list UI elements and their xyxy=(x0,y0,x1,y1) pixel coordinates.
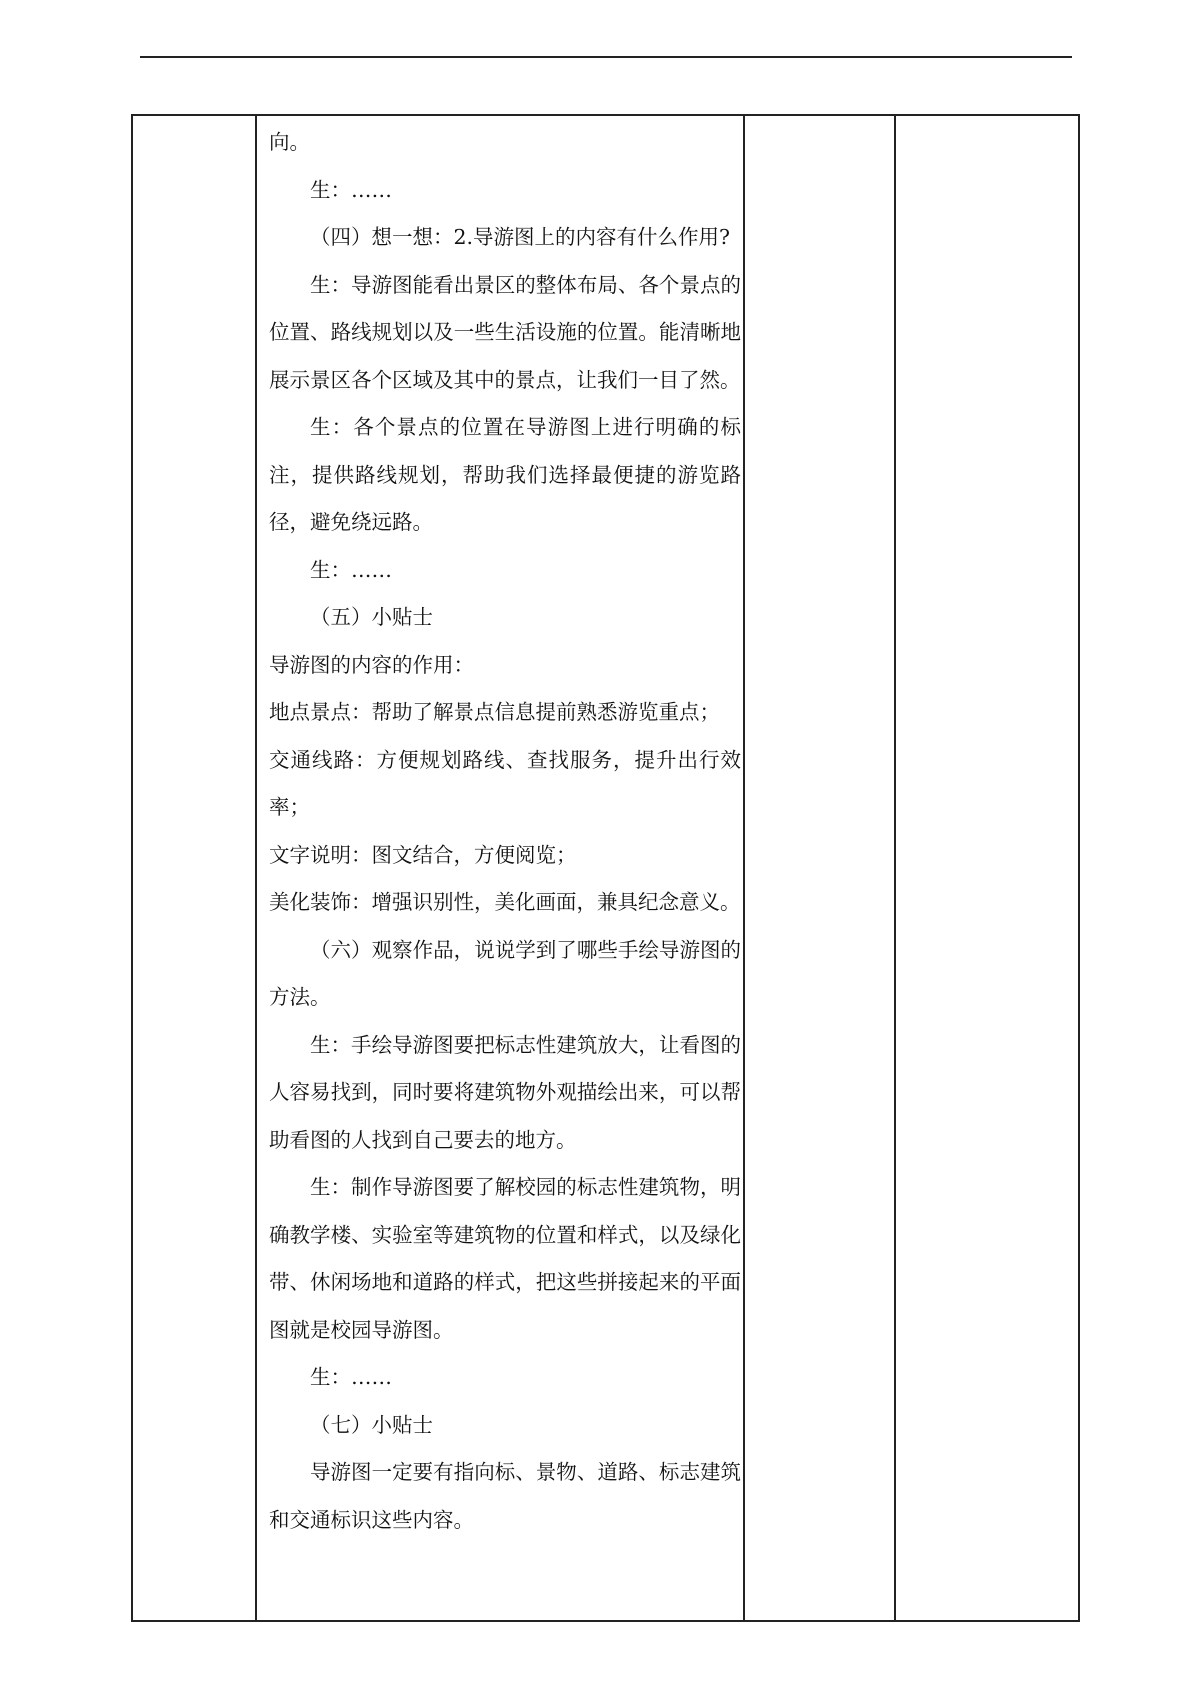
list-item: 交通线路：方便规划路线、查找服务，提升出行效率； xyxy=(269,747,741,819)
section-heading: （五）小贴士 xyxy=(310,605,433,629)
paragraph: 生：手绘导游图要把标志性建筑放大，让看图的人容易找到，同时要将建筑物外观描绘出来，可以帮助看图的人找到自己要去的地方。 xyxy=(269,1032,741,1152)
paragraph: 生：制作导游图要了解校园的标志性建筑物，明确教学楼、实验室等建筑物的位置和样式，以及绿化带、休闲场地和道路的样式，把这些拼接起来的平面图就是校园导游图。 xyxy=(269,1175,741,1342)
teaching-process-cell xyxy=(269,119,741,1544)
section-heading: （四）想一想：2.导游图上的内容有什么作用? xyxy=(310,225,731,249)
paragraph: 生：各个景点的位置在导游图上进行明确的标注，提供路线规划，帮助我们选择最便捷的游览路径，避免绕远路。 xyxy=(269,415,741,534)
paragraph: 生：…… xyxy=(310,177,392,202)
section-heading: （七）小贴士 xyxy=(310,1412,433,1437)
paragraph: 导游图的内容的作用： xyxy=(269,652,474,677)
column-divider-2 xyxy=(743,114,745,1622)
paragraph: 导游图一定要有指向标、景物、道路、标志建筑和交通标识这些内容。 xyxy=(269,1460,741,1532)
list-item: 美化装饰：增强识别性，美化画面，兼具纪念意义。 xyxy=(269,890,741,914)
header-rule xyxy=(140,56,1072,58)
section-heading: （六）观察作品，说说学到了哪些手绘导游图的方法。 xyxy=(269,937,741,1009)
paragraph: 向。 xyxy=(269,130,310,154)
list-item: 文字说明：图文结合，方便阅览； xyxy=(269,842,577,867)
paragraph: 生：…… xyxy=(310,1365,392,1389)
paragraph: 生：导游图能看出景区的整体布局、各个景点的位置、路线规划以及一些生活设施的位置。能清晰地展示景区各个区域及其中的景点，让我们一目了然。 xyxy=(269,272,741,392)
column-divider-1 xyxy=(255,114,257,1622)
paragraph: 生：…… xyxy=(310,557,392,582)
column-divider-3 xyxy=(894,114,896,1622)
list-item: 地点景点：帮助了解景点信息提前熟悉游览重点； xyxy=(269,700,720,724)
